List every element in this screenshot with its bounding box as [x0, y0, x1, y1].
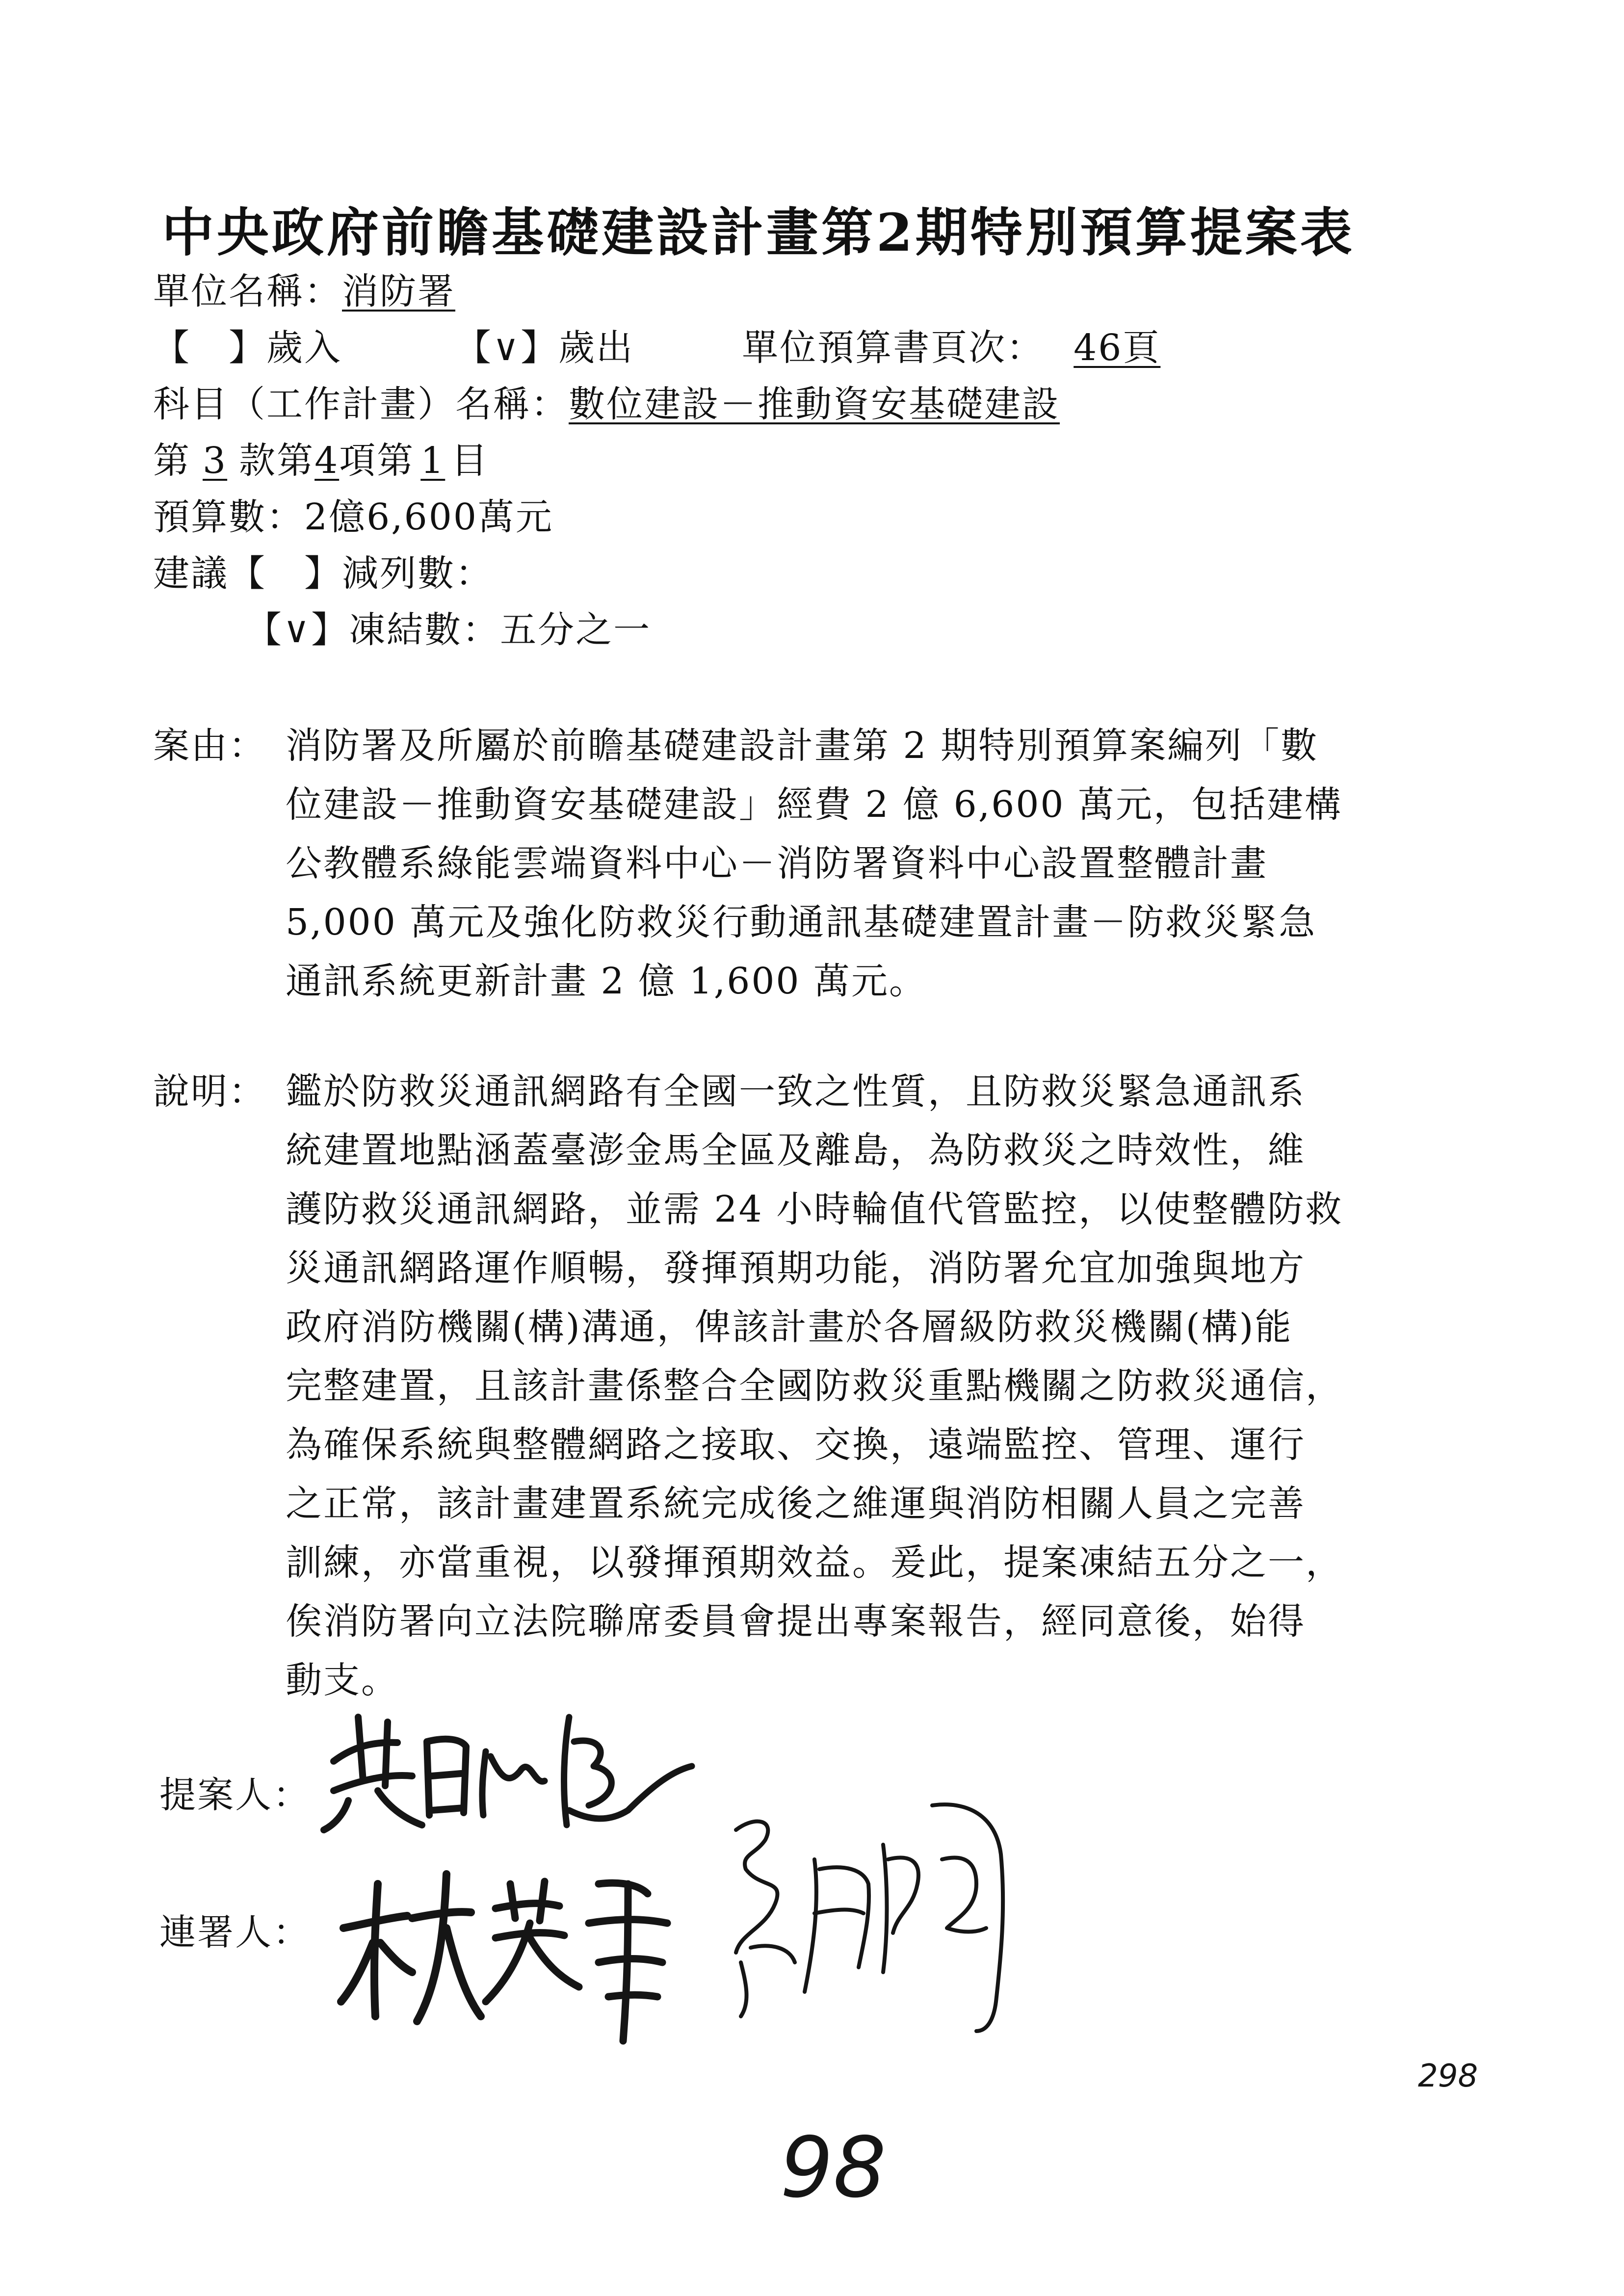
budget-page-value: 46頁 — [1074, 327, 1161, 369]
explanation-line: 訓練，亦當重視，以發揮預期效益。爰此，提案凍結五分之一， — [286, 1541, 1343, 1584]
explanation-line: 統建置地點涵蓋臺澎金馬全區及離島，為防救災之時效性，維 — [286, 1129, 1306, 1172]
freeze-value: 五分之一 — [500, 609, 652, 651]
item-row — [153, 432, 489, 484]
reason-line: 位建設－推動資安基礎建設」經費 2 億 6,600 萬元，包括建構 — [286, 783, 1343, 826]
explanation-line: 災通訊網路運作順暢，發揮預期功能，消防署允宜加強與地方 — [286, 1247, 1306, 1289]
unit-label: 單位名稱： — [153, 270, 342, 313]
reduce-row — [153, 545, 493, 597]
cosigner-signature-1 — [334, 1854, 677, 2051]
reason-body — [286, 716, 1342, 1011]
freeze-row — [245, 601, 651, 653]
freeze-checkbox: 【∨】 — [245, 609, 349, 651]
cosigner-label: 連署人： — [159, 1911, 311, 1954]
item-xiang: 4 — [314, 440, 340, 482]
explanation-line: 完整建置，且該計畫係整合全國防救災重點機關之防救災通信， — [286, 1365, 1343, 1407]
item-prefix: 第 — [153, 440, 191, 482]
subject-value: 數位建設－推動資安基礎建設 — [569, 383, 1060, 425]
reason-line: 公教體系綠能雲端資料中心－消防署資料中心設置整體計畫 — [286, 842, 1268, 885]
explanation-line: 俟消防署向立法院聯席委員會提出專案報告，經同意後，始得 — [286, 1600, 1306, 1643]
reduce-label: 減列數： — [342, 552, 493, 595]
explanation-line: 之正常，該計畫建置系統完成後之維運與消防相關人員之完善 — [286, 1483, 1306, 1525]
item-xiang-label: 項第 — [339, 440, 415, 482]
budget-label: 預算數： — [153, 496, 304, 538]
item-kuan: 3 — [203, 440, 228, 482]
revenue-checkbox: 【 】 — [153, 327, 266, 369]
explanation-line: 政府消防機關(構)溝通，俾該計畫於各層級防救災機關(構)能 — [286, 1306, 1293, 1348]
budget-row — [153, 488, 553, 540]
unit-value: 消防署 — [342, 270, 455, 313]
explanation-line: 鑑於防救災通訊網路有全國一致之性質，且防救災緊急通訊系 — [286, 1070, 1306, 1113]
reason-line: 5,000 萬元及強化防救災行動通訊基礎建置計畫－防救災緊急 — [286, 901, 1317, 943]
item-mu: 1 — [420, 440, 445, 482]
reason-line: 消防署及所屬於前瞻基礎建設計畫第 2 期特別預算案編列「數 — [286, 725, 1319, 767]
budget-page-label: 單位預算書頁次： — [742, 327, 1045, 369]
revenue-expense-row — [153, 319, 1190, 371]
form-title: 中央政府前瞻基礎建設計畫第2期特別預算提案表 — [162, 202, 1355, 263]
explanation-body — [286, 1062, 1343, 1710]
reason-label: 案由： — [153, 725, 266, 767]
subject-label: 科目（工作計畫）名稱： — [153, 383, 569, 425]
reason-line: 通訊系統更新計畫 2 億 1,600 萬元。 — [286, 960, 927, 1002]
item-kuan-label: 款第 — [239, 440, 315, 482]
proposer-label: 提案人： — [159, 1774, 311, 1816]
reduce-checkbox: 【 】 — [229, 552, 342, 595]
proposer-signature — [314, 1688, 697, 1835]
revenue-label: 歲入 — [266, 327, 342, 369]
subject-row — [153, 375, 1060, 427]
suggestion-prefix: 建議 — [153, 552, 229, 595]
expense-checkbox: 【∨】 — [455, 327, 559, 369]
explanation-line: 為確保系統與整體網路之接取、交換，遠端監控、管理、運行 — [286, 1424, 1306, 1466]
expense-label: 歲出 — [558, 327, 634, 369]
explanation-line: 護防救災通訊網路，並需 24 小時輪值代管監控，以使整體防救 — [286, 1188, 1343, 1230]
cosigner-signature-2 — [721, 1786, 1016, 2041]
handwritten-page-number: 98 — [780, 2119, 887, 2217]
explanation-line: 動支。 — [286, 1659, 399, 1701]
unit-row — [153, 262, 455, 314]
budget-value: 2億6,600萬元 — [304, 496, 553, 538]
handwritten-corner-number: 298 — [1418, 2058, 1478, 2094]
explanation-label: 說明： — [153, 1070, 266, 1113]
item-mu-label: 目 — [451, 440, 489, 482]
freeze-label: 凍結數： — [349, 609, 500, 651]
